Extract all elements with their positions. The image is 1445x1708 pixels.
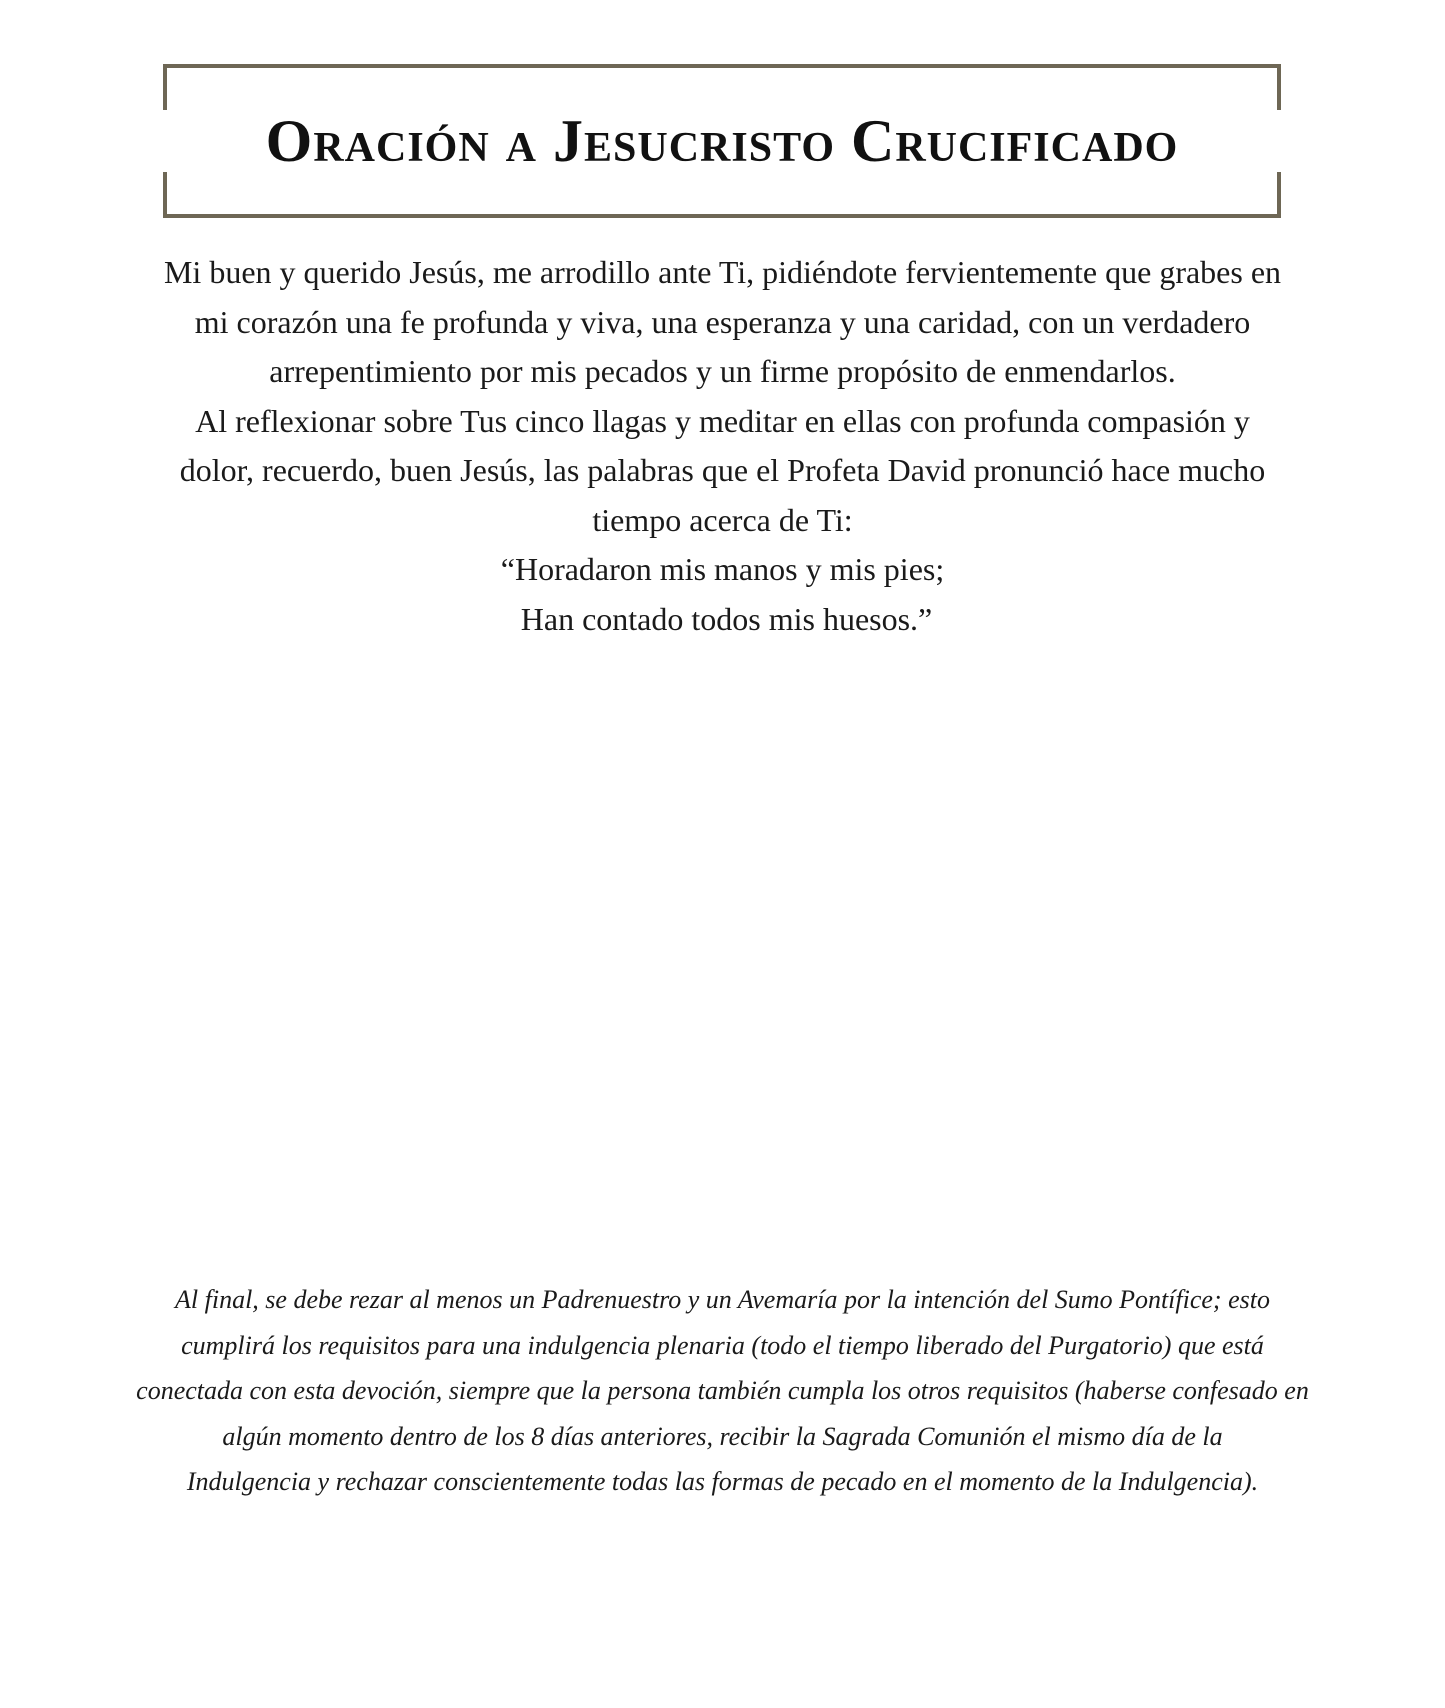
indulgence-note: [40, 1277, 1405, 1505]
prayer-line: dolor, recuerdo, buen Jesús, las palabras que el Profeta David pronunció hace mucho: [179, 452, 1266, 488]
prayer-line: arrepentimiento por mis pecados y un firme propósito de enmendarlos.: [269, 353, 1176, 389]
page-title: Oración a Jesucristo Crucificado: [265, 108, 1179, 174]
note-line: conectada con esta devoción, siempre que la persona también cumpla los otros requisitos (haberse confesado en: [136, 1376, 1309, 1406]
note-line: Indulgencia y rechazar conscientemente todas las formas de pecado en el momento de la Indulgencia).: [186, 1467, 1259, 1497]
prayer-line: tiempo acerca de Ti:: [592, 501, 853, 538]
note-line: algún momento dentro de los 8 días anteriores, recibir la Sagrada Comunión el mismo día de la: [222, 1421, 1223, 1451]
frame-right-bottom-border: [1277, 172, 1281, 218]
psalm-quote-line: “Horadaron mis manos y mis pies;: [500, 551, 945, 587]
prayer-line: mi corazón una fe profunda y viva, una esperanza y una caridad, con un verdadero: [194, 303, 1251, 340]
prayer-line: Al reflexionar sobre Tus cinco llagas y meditar en ellas con profunda compasión y: [195, 402, 1250, 439]
prayer-text: [90, 248, 1355, 644]
frame-left-bottom-border: [163, 172, 167, 218]
frame-top-border: [163, 64, 1281, 68]
frame-bottom-border: [163, 214, 1281, 218]
psalm-quote-line: Han contado todos mis huesos.”: [512, 600, 933, 637]
note-line: Al final, se debe rezar al menos un Padrenuestro y un Avemaría por la intención del Sumo Pontífice; esto: [175, 1285, 1270, 1314]
note-line: cumplirá los requisitos para una indulgencia plenaria (todo el tiempo liberado del Purgatorio) que está: [181, 1330, 1264, 1360]
prayer-line: Mi buen y querido Jesús, me arrodillo ante Ti, pidiéndote fervientemente que grabes en: [163, 254, 1282, 290]
title-frame: [163, 64, 1281, 218]
frame-left-top-border: [163, 64, 167, 110]
frame-right-top-border: [1277, 64, 1281, 110]
